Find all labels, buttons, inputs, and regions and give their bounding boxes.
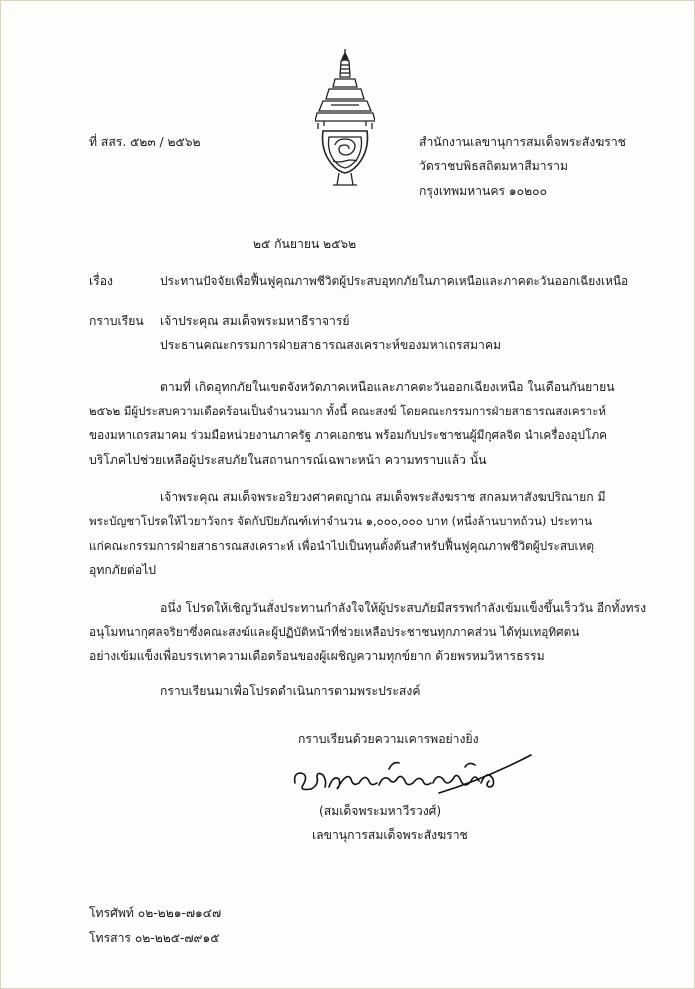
recipient-label: กราบเรียน: [89, 314, 144, 328]
org-temple: วัดราชบพิธสถิตมหาสีมาราม: [419, 159, 569, 173]
paragraph-4: กราบเรียนมาเพื่อโปรดดำเนินการตามพระประสงค์: [160, 684, 421, 698]
royal-emblem-icon: [315, 49, 375, 191]
recipient-line-2: ประธานคณะกรรมการฝ่ายสาธารณสงเคราะห์ของมหาเถรสมาคม: [160, 338, 502, 352]
paragraph-line: ของมหาเถรสมาคม ร่วมมือหน่วยงานภาครัฐ ภาคเอกชน พร้อมกับประชาชนผู้มีกุศลจิต นำเครื่องอุปโภค: [89, 428, 608, 442]
closing-salutation: กราบเรียนด้วยความเคารพอย่างยิ่ง: [298, 732, 479, 746]
subject-label: เรื่อง: [89, 274, 113, 288]
paragraph-line: อนุโมทนากุศลจริยาซึ่งคณะสงฆ์และผู้ปฏิบัติหน้าที่ช่วยเหลือประชาชนทุกภาคส่วน ได้ทุ่มเทอุทิศตน: [89, 625, 580, 639]
paragraph-line: อย่างเข้มแข็งเพื่อบรรเทาความเดือดร้อนของผู้เผชิญความทุกข์ยาก ด้วยพรหมวิหารธรรม: [89, 649, 545, 663]
reference-number: ที่ สสร. ๕๒๓ / ๒๕๖๒: [89, 135, 201, 149]
recipient-line-1: เจ้าประคุณ สมเด็จพระมหาธีราจารย์: [160, 314, 350, 328]
fax-number: โทรสาร ๐๒-๒๒๕-๗๙๑๕: [89, 931, 220, 945]
signature-image: [289, 749, 534, 801]
signer-title: เลขานุการสมเด็จพระสังฆราช: [312, 828, 468, 842]
paragraph-line: อนึ่ง โปรดให้เชิญวันสั่งประทานกำลังใจให้ผู้ประสบภัยมีสรรพกำลังเข้มแข็งขึ้นเร็ววัน อีกทั้งทรง: [160, 601, 647, 615]
signer-name: (สมเด็จพระมหาวีรวงศ์): [319, 804, 442, 818]
paragraph-line: เจ้าพระคุณ สมเด็จพระอริยวงศาคตญาณ สมเด็จพระสังฆราช สกลมหาสังฆปริณายก มี: [160, 490, 606, 504]
paragraph-line: พระบัญชาโปรดให้ไวยาวัจกร จัดกัปปิยภัณฑ์เท่าจำนวน ๑,๐๐๐,๐๐๐ บาท (หนึ่งล้านบาทถ้วน) ประทาน: [89, 514, 593, 528]
org-name: สำนักงานเลขานุการสมเด็จพระสังฆราช: [419, 135, 626, 149]
org-city: กรุงเทพมหานคร ๑๐๒๐๐: [419, 184, 548, 198]
subject-text: ประทานปัจจัยเพื่อฟื้นฟูคุณภาพชีวิตผู้ประสบอุทกภัยในภาคเหนือและภาคตะวันออกเฉียงเหนือ: [160, 274, 629, 288]
phone-number: โทรศัพท์ ๐๒-๒๒๑-๗๑๔๗: [89, 906, 222, 920]
paragraph-line: บริโภคไปช่วยเหลือผู้ประสบภัยในสถานการณ์เฉพาะหน้า ความทราบแล้ว นั้น: [89, 453, 487, 467]
letter-date: ๒๕ กันยายน ๒๕๖๒: [253, 237, 357, 251]
paragraph-line: ๒๕๖๒ มีผู้ประสบความเดือดร้อนเป็นจำนวนมาก ทั้งนี้ คณะสงฆ์ โดยคณะกรรมการฝ่ายสาธารณสงเคราะห์: [89, 404, 607, 418]
paragraph-line: ตามที่ เกิดอุทกภัยในเขตจังหวัดภาคเหนือและภาคตะวันออกเฉียงเหนือ ในเดือนกันยายน: [160, 380, 615, 394]
paragraph-line: อุทกภัยต่อไป: [89, 563, 157, 577]
paragraph-line: แก่คณะกรรมการฝ่ายสาธารณสงเคราะห์ เพื่อนำไปเป็นทุนตั้งต้นสำหรับฟื้นฟูคุณภาพชีวิตผู้ประสบเหตุ: [89, 539, 595, 553]
